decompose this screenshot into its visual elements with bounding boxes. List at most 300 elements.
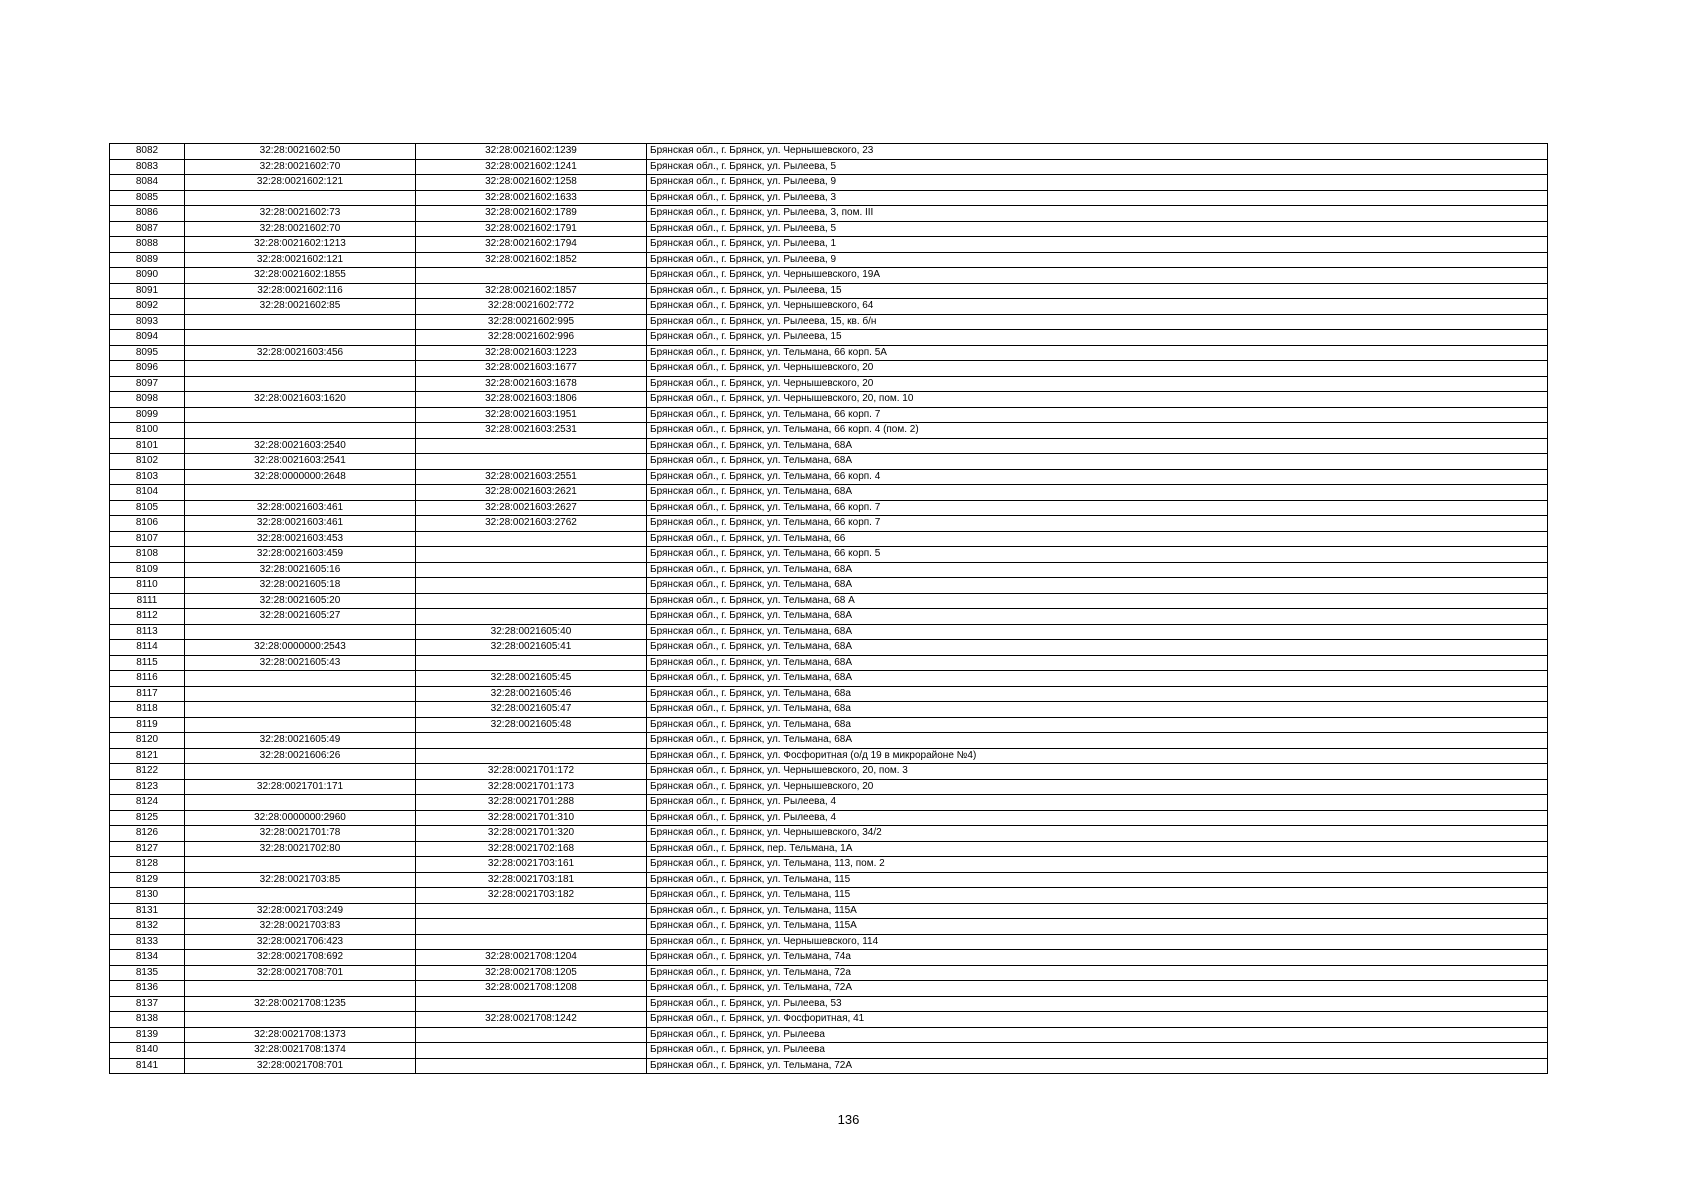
premises-cadastral-number-cell: 32:28:0021703:181 bbox=[416, 872, 647, 888]
premises-cadastral-number-cell: 32:28:0021708:1208 bbox=[416, 981, 647, 997]
table-row bbox=[110, 190, 1548, 206]
premises-cadastral-number-cell: 32:28:0021603:2762 bbox=[416, 516, 647, 532]
premises-cadastral-number-cell: 32:28:0021702:168 bbox=[416, 841, 647, 857]
cadastral-number-cell bbox=[185, 1012, 416, 1028]
row-number-cell: 8093 bbox=[110, 314, 185, 330]
premises-cadastral-number-cell bbox=[416, 934, 647, 950]
row-number-cell: 8137 bbox=[110, 996, 185, 1012]
address-cell: Брянская обл., г. Брянск, ул. Чернышевского, 23 bbox=[647, 144, 1548, 160]
row-number-cell: 8111 bbox=[110, 593, 185, 609]
address-cell: Брянская обл., г. Брянск, ул. Чернышевского, 19А bbox=[647, 268, 1548, 284]
premises-cadastral-number-cell bbox=[416, 547, 647, 563]
cadastral-number-cell bbox=[185, 485, 416, 501]
cadastral-number-cell: 32:28:0021602:1855 bbox=[185, 268, 416, 284]
table-row bbox=[110, 1012, 1548, 1028]
table-row bbox=[110, 159, 1548, 175]
address-cell: Брянская обл., г. Брянск, ул. Тельмана, 115 bbox=[647, 872, 1548, 888]
premises-cadastral-number-cell bbox=[416, 578, 647, 594]
row-number-cell: 8109 bbox=[110, 562, 185, 578]
row-number-cell: 8115 bbox=[110, 655, 185, 671]
cadastral-number-cell bbox=[185, 361, 416, 377]
premises-cadastral-number-cell: 32:28:0021708:1204 bbox=[416, 950, 647, 966]
row-number-cell: 8123 bbox=[110, 779, 185, 795]
row-number-cell: 8096 bbox=[110, 361, 185, 377]
row-number-cell: 8105 bbox=[110, 500, 185, 516]
address-cell: Брянская обл., г. Брянск, ул. Тельмана, 66 корп. 5А bbox=[647, 345, 1548, 361]
premises-cadastral-number-cell: 32:28:0021602:1852 bbox=[416, 252, 647, 268]
premises-cadastral-number-cell: 32:28:0021603:2551 bbox=[416, 469, 647, 485]
address-cell: Брянская обл., г. Брянск, ул. Тельмана, 68 А bbox=[647, 593, 1548, 609]
address-cell: Брянская обл., г. Брянск, ул. Тельмана, 68А bbox=[647, 624, 1548, 640]
premises-cadastral-number-cell bbox=[416, 1043, 647, 1059]
row-number-cell: 8133 bbox=[110, 934, 185, 950]
cadastral-number-cell bbox=[185, 717, 416, 733]
row-number-cell: 8120 bbox=[110, 733, 185, 749]
premises-cadastral-number-cell: 32:28:0021602:1241 bbox=[416, 159, 647, 175]
row-number-cell: 8129 bbox=[110, 872, 185, 888]
cadastral-number-cell: 32:28:0021602:73 bbox=[185, 206, 416, 222]
table-row bbox=[110, 934, 1548, 950]
row-number-cell: 8100 bbox=[110, 423, 185, 439]
premises-cadastral-number-cell bbox=[416, 996, 647, 1012]
address-cell: Брянская обл., г. Брянск, ул. Тельмана, 68а bbox=[647, 717, 1548, 733]
cadastral-number-cell: 32:28:0021605:18 bbox=[185, 578, 416, 594]
table-row bbox=[110, 857, 1548, 873]
row-number-cell: 8122 bbox=[110, 764, 185, 780]
address-cell: Брянская обл., г. Брянск, ул. Рылеева, 15, кв. б/н bbox=[647, 314, 1548, 330]
table-row bbox=[110, 423, 1548, 439]
row-number-cell: 8136 bbox=[110, 981, 185, 997]
row-number-cell: 8114 bbox=[110, 640, 185, 656]
premises-cadastral-number-cell: 32:28:0021603:2621 bbox=[416, 485, 647, 501]
cadastral-number-cell: 32:28:0021702:80 bbox=[185, 841, 416, 857]
address-cell: Брянская обл., г. Брянск, ул. Чернышевского, 64 bbox=[647, 299, 1548, 315]
cadastral-number-cell: 32:28:0021703:83 bbox=[185, 919, 416, 935]
premises-cadastral-number-cell: 32:28:0021602:1633 bbox=[416, 190, 647, 206]
cadastral-number-cell: 32:28:0021703:249 bbox=[185, 903, 416, 919]
cadastral-number-cell: 32:28:0021603:459 bbox=[185, 547, 416, 563]
cadastral-number-cell: 32:28:0021605:43 bbox=[185, 655, 416, 671]
premises-cadastral-number-cell bbox=[416, 748, 647, 764]
premises-cadastral-number-cell: 32:28:0021605:46 bbox=[416, 686, 647, 702]
table-row bbox=[110, 826, 1548, 842]
row-number-cell: 8135 bbox=[110, 965, 185, 981]
premises-cadastral-number-cell: 32:28:0021603:2627 bbox=[416, 500, 647, 516]
table-row bbox=[110, 221, 1548, 237]
address-cell: Брянская обл., г. Брянск, ул. Рылеева bbox=[647, 1043, 1548, 1059]
cadastral-number-cell: 32:28:0021605:27 bbox=[185, 609, 416, 625]
address-cell: Брянская обл., г. Брянск, ул. Рылеева, 3, пом. III bbox=[647, 206, 1548, 222]
premises-cadastral-number-cell bbox=[416, 531, 647, 547]
address-cell: Брянская обл., г. Брянск, ул. Рылеева, 5 bbox=[647, 159, 1548, 175]
table-row bbox=[110, 795, 1548, 811]
premises-cadastral-number-cell bbox=[416, 454, 647, 470]
row-number-cell: 8084 bbox=[110, 175, 185, 191]
cadastral-number-cell: 32:28:0021605:20 bbox=[185, 593, 416, 609]
row-number-cell: 8086 bbox=[110, 206, 185, 222]
cadastral-number-cell: 32:28:0021708:701 bbox=[185, 965, 416, 981]
address-cell: Брянская обл., г. Брянск, ул. Тельмана, 68а bbox=[647, 702, 1548, 718]
cadastral-number-cell bbox=[185, 314, 416, 330]
address-cell: Брянская обл., г. Брянск, ул. Чернышевского, 20, пом. 10 bbox=[647, 392, 1548, 408]
table-row bbox=[110, 547, 1548, 563]
address-cell: Брянская обл., г. Брянск, ул. Рылеева, 15 bbox=[647, 330, 1548, 346]
cadastral-number-cell: 32:28:0021703:85 bbox=[185, 872, 416, 888]
address-cell: Брянская обл., г. Брянск, ул. Рылеева bbox=[647, 1027, 1548, 1043]
cadastral-number-cell bbox=[185, 407, 416, 423]
table-row bbox=[110, 733, 1548, 749]
premises-cadastral-number-cell bbox=[416, 268, 647, 284]
row-number-cell: 8108 bbox=[110, 547, 185, 563]
property-table-body bbox=[110, 144, 1548, 1074]
premises-cadastral-number-cell: 32:28:0021605:40 bbox=[416, 624, 647, 640]
row-number-cell: 8099 bbox=[110, 407, 185, 423]
address-cell: Брянская обл., г. Брянск, ул. Тельмана, 66 корп. 4 (пом. 2) bbox=[647, 423, 1548, 439]
cadastral-number-cell: 32:28:0021602:121 bbox=[185, 252, 416, 268]
address-cell: Брянская обл., г. Брянск, ул. Тельмана, 74а bbox=[647, 950, 1548, 966]
row-number-cell: 8101 bbox=[110, 438, 185, 454]
row-number-cell: 8107 bbox=[110, 531, 185, 547]
premises-cadastral-number-cell: 32:28:0021701:172 bbox=[416, 764, 647, 780]
table-row bbox=[110, 562, 1548, 578]
address-cell: Брянская обл., г. Брянск, ул. Чернышевского, 34/2 bbox=[647, 826, 1548, 842]
address-cell: Брянская обл., г. Брянск, ул. Тельмана, 66 корп. 7 bbox=[647, 516, 1548, 532]
row-number-cell: 8139 bbox=[110, 1027, 185, 1043]
cadastral-number-cell bbox=[185, 764, 416, 780]
cadastral-number-cell bbox=[185, 330, 416, 346]
premises-cadastral-number-cell: 32:28:0021602:1794 bbox=[416, 237, 647, 253]
address-cell: Брянская обл., г. Брянск, ул. Тельмана, 72а bbox=[647, 965, 1548, 981]
cadastral-number-cell bbox=[185, 671, 416, 687]
premises-cadastral-number-cell: 32:28:0021602:1791 bbox=[416, 221, 647, 237]
row-number-cell: 8085 bbox=[110, 190, 185, 206]
premises-cadastral-number-cell: 32:28:0021602:1789 bbox=[416, 206, 647, 222]
cadastral-number-cell: 32:28:0021603:2540 bbox=[185, 438, 416, 454]
cadastral-number-cell bbox=[185, 376, 416, 392]
premises-cadastral-number-cell: 32:28:0021602:1857 bbox=[416, 283, 647, 299]
address-cell: Брянская обл., г. Брянск, ул. Тельмана, 68А bbox=[647, 454, 1548, 470]
row-number-cell: 8134 bbox=[110, 950, 185, 966]
cadastral-number-cell: 32:28:0021701:171 bbox=[185, 779, 416, 795]
table-row bbox=[110, 438, 1548, 454]
cadastral-number-cell: 32:28:0021602:1213 bbox=[185, 237, 416, 253]
table-row bbox=[110, 578, 1548, 594]
cadastral-number-cell: 32:28:0021706:423 bbox=[185, 934, 416, 950]
row-number-cell: 8110 bbox=[110, 578, 185, 594]
table-row bbox=[110, 1043, 1548, 1059]
table-row bbox=[110, 376, 1548, 392]
table-row bbox=[110, 888, 1548, 904]
table-row bbox=[110, 268, 1548, 284]
row-number-cell: 8103 bbox=[110, 469, 185, 485]
table-row bbox=[110, 779, 1548, 795]
row-number-cell: 8126 bbox=[110, 826, 185, 842]
table-row bbox=[110, 237, 1548, 253]
premises-cadastral-number-cell: 32:28:0021602:995 bbox=[416, 314, 647, 330]
table-row bbox=[110, 485, 1548, 501]
table-row bbox=[110, 748, 1548, 764]
row-number-cell: 8088 bbox=[110, 237, 185, 253]
table-row bbox=[110, 283, 1548, 299]
table-row bbox=[110, 717, 1548, 733]
address-cell: Брянская обл., г. Брянск, ул. Тельмана, 68А bbox=[647, 671, 1548, 687]
cadastral-number-cell: 32:28:0021603:453 bbox=[185, 531, 416, 547]
address-cell: Брянская обл., г. Брянск, ул. Фосфоритная, 41 bbox=[647, 1012, 1548, 1028]
row-number-cell: 8091 bbox=[110, 283, 185, 299]
address-cell: Брянская обл., г. Брянск, ул. Тельмана, 68А bbox=[647, 640, 1548, 656]
table-row bbox=[110, 841, 1548, 857]
row-number-cell: 8112 bbox=[110, 609, 185, 625]
cadastral-number-cell: 32:28:0021602:116 bbox=[185, 283, 416, 299]
table-row bbox=[110, 314, 1548, 330]
table-row bbox=[110, 1027, 1548, 1043]
premises-cadastral-number-cell bbox=[416, 1027, 647, 1043]
row-number-cell: 8140 bbox=[110, 1043, 185, 1059]
cadastral-number-cell bbox=[185, 423, 416, 439]
row-number-cell: 8121 bbox=[110, 748, 185, 764]
table-row bbox=[110, 469, 1548, 485]
cadastral-number-cell: 32:28:0021708:1373 bbox=[185, 1027, 416, 1043]
row-number-cell: 8131 bbox=[110, 903, 185, 919]
address-cell: Брянская обл., г. Брянск, ул. Тельмана, 68а bbox=[647, 686, 1548, 702]
address-cell: Брянская обл., г. Брянск, ул. Чернышевского, 20 bbox=[647, 361, 1548, 377]
cadastral-number-cell: 32:28:0021708:1374 bbox=[185, 1043, 416, 1059]
row-number-cell: 8106 bbox=[110, 516, 185, 532]
table-row bbox=[110, 981, 1548, 997]
row-number-cell: 8130 bbox=[110, 888, 185, 904]
cadastral-number-cell bbox=[185, 190, 416, 206]
premises-cadastral-number-cell: 32:28:0021605:45 bbox=[416, 671, 647, 687]
table-row bbox=[110, 903, 1548, 919]
address-cell: Брянская обл., г. Брянск, пер. Тельмана, 1А bbox=[647, 841, 1548, 857]
cadastral-number-cell: 32:28:0021605:49 bbox=[185, 733, 416, 749]
cadastral-number-cell: 32:28:0021603:461 bbox=[185, 500, 416, 516]
row-number-cell: 8098 bbox=[110, 392, 185, 408]
premises-cadastral-number-cell: 32:28:0021602:772 bbox=[416, 299, 647, 315]
table-row bbox=[110, 252, 1548, 268]
table-row bbox=[110, 516, 1548, 532]
premises-cadastral-number-cell bbox=[416, 919, 647, 935]
row-number-cell: 8089 bbox=[110, 252, 185, 268]
table-row bbox=[110, 1058, 1548, 1074]
row-number-cell: 8118 bbox=[110, 702, 185, 718]
cadastral-number-cell: 32:28:0021708:1235 bbox=[185, 996, 416, 1012]
row-number-cell: 8092 bbox=[110, 299, 185, 315]
cadastral-number-cell bbox=[185, 795, 416, 811]
address-cell: Брянская обл., г. Брянск, ул. Чернышевского, 20 bbox=[647, 779, 1548, 795]
row-number-cell: 8090 bbox=[110, 268, 185, 284]
cadastral-number-cell: 32:28:0021603:456 bbox=[185, 345, 416, 361]
table-row bbox=[110, 950, 1548, 966]
address-cell: Брянская обл., г. Брянск, ул. Тельмана, 66 bbox=[647, 531, 1548, 547]
cadastral-number-cell bbox=[185, 888, 416, 904]
row-number-cell: 8097 bbox=[110, 376, 185, 392]
address-cell: Брянская обл., г. Брянск, ул. Фосфоритная (о/д 19 в микрорайоне №4) bbox=[647, 748, 1548, 764]
cadastral-number-cell: 32:28:0021701:78 bbox=[185, 826, 416, 842]
address-cell: Брянская обл., г. Брянск, ул. Рылеева, 1 bbox=[647, 237, 1548, 253]
row-number-cell: 8132 bbox=[110, 919, 185, 935]
address-cell: Брянская обл., г. Брянск, ул. Тельмана, 115А bbox=[647, 903, 1548, 919]
address-cell: Брянская обл., г. Брянск, ул. Тельмана, 68А bbox=[647, 578, 1548, 594]
table-row bbox=[110, 919, 1548, 935]
table-row bbox=[110, 609, 1548, 625]
cadastral-number-cell: 32:28:0021603:461 bbox=[185, 516, 416, 532]
page-number: 136 bbox=[837, 1112, 860, 1127]
address-cell: Брянская обл., г. Брянск, ул. Рылеева, 4 bbox=[647, 795, 1548, 811]
cadastral-number-cell bbox=[185, 981, 416, 997]
table-row bbox=[110, 640, 1548, 656]
premises-cadastral-number-cell: 32:28:0021602:1239 bbox=[416, 144, 647, 160]
table-row bbox=[110, 392, 1548, 408]
address-cell: Брянская обл., г. Брянск, ул. Чернышевского, 20, пом. 3 bbox=[647, 764, 1548, 780]
address-cell: Брянская обл., г. Брянск, ул. Рылеева, 4 bbox=[647, 810, 1548, 826]
cadastral-number-cell: 32:28:0021605:16 bbox=[185, 562, 416, 578]
premises-cadastral-number-cell: 32:28:0021701:320 bbox=[416, 826, 647, 842]
premises-cadastral-number-cell bbox=[416, 1058, 647, 1074]
cadastral-number-cell: 32:28:0000000:2960 bbox=[185, 810, 416, 826]
table-row bbox=[110, 330, 1548, 346]
row-number-cell: 8117 bbox=[110, 686, 185, 702]
address-cell: Брянская обл., г. Брянск, ул. Тельмана, 115 bbox=[647, 888, 1548, 904]
address-cell: Брянская обл., г. Брянск, ул. Тельмана, 68А bbox=[647, 733, 1548, 749]
address-cell: Брянская обл., г. Брянск, ул. Рылеева, 5 bbox=[647, 221, 1548, 237]
row-number-cell: 8116 bbox=[110, 671, 185, 687]
table-row bbox=[110, 624, 1548, 640]
address-cell: Брянская обл., г. Брянск, ул. Тельмана, 66 корп. 7 bbox=[647, 407, 1548, 423]
row-number-cell: 8138 bbox=[110, 1012, 185, 1028]
address-cell: Брянская обл., г. Брянск, ул. Тельмана, 66 корп. 4 bbox=[647, 469, 1548, 485]
premises-cadastral-number-cell: 32:28:0021603:1678 bbox=[416, 376, 647, 392]
table-row bbox=[110, 593, 1548, 609]
address-cell: Брянская обл., г. Брянск, ул. Тельмана, 68А bbox=[647, 609, 1548, 625]
premises-cadastral-number-cell bbox=[416, 593, 647, 609]
premises-cadastral-number-cell: 32:28:0021603:1806 bbox=[416, 392, 647, 408]
address-cell: Брянская обл., г. Брянск, ул. Тельмана, 68А bbox=[647, 562, 1548, 578]
premises-cadastral-number-cell: 32:28:0021603:1677 bbox=[416, 361, 647, 377]
premises-cadastral-number-cell: 32:28:0021605:47 bbox=[416, 702, 647, 718]
table-row bbox=[110, 454, 1548, 470]
table-row bbox=[110, 671, 1548, 687]
row-number-cell: 8124 bbox=[110, 795, 185, 811]
table-row bbox=[110, 361, 1548, 377]
address-cell: Брянская обл., г. Брянск, ул. Рылеева, 9 bbox=[647, 252, 1548, 268]
address-cell: Брянская обл., г. Брянск, ул. Чернышевского, 20 bbox=[647, 376, 1548, 392]
table-row bbox=[110, 702, 1548, 718]
cadastral-number-cell bbox=[185, 702, 416, 718]
cadastral-number-cell: 32:28:0021602:70 bbox=[185, 221, 416, 237]
address-cell: Брянская обл., г. Брянск, ул. Тельмана, 66 корп. 5 bbox=[647, 547, 1548, 563]
address-cell: Брянская обл., г. Брянск, ул. Тельмана, 66 корп. 7 bbox=[647, 500, 1548, 516]
address-cell: Брянская обл., г. Брянск, ул. Тельмана, 72А bbox=[647, 981, 1548, 997]
cadastral-number-cell bbox=[185, 857, 416, 873]
premises-cadastral-number-cell: 32:28:0021605:48 bbox=[416, 717, 647, 733]
table-row bbox=[110, 810, 1548, 826]
address-cell: Брянская обл., г. Брянск, ул. Тельмана, 72А bbox=[647, 1058, 1548, 1074]
row-number-cell: 8094 bbox=[110, 330, 185, 346]
address-cell: Брянская обл., г. Брянск, ул. Тельмана, 68А bbox=[647, 655, 1548, 671]
premises-cadastral-number-cell: 32:28:0021701:310 bbox=[416, 810, 647, 826]
cadastral-number-cell: 32:28:0021602:85 bbox=[185, 299, 416, 315]
premises-cadastral-number-cell bbox=[416, 562, 647, 578]
table-row bbox=[110, 531, 1548, 547]
cadastral-number-cell: 32:28:0021603:1620 bbox=[185, 392, 416, 408]
row-number-cell: 8082 bbox=[110, 144, 185, 160]
address-cell: Брянская обл., г. Брянск, ул. Рылеева, 15 bbox=[647, 283, 1548, 299]
address-cell: Брянская обл., г. Брянск, ул. Тельмана, 115А bbox=[647, 919, 1548, 935]
premises-cadastral-number-cell: 32:28:0021602:996 bbox=[416, 330, 647, 346]
cadastral-number-cell: 32:28:0000000:2648 bbox=[185, 469, 416, 485]
row-number-cell: 8113 bbox=[110, 624, 185, 640]
premises-cadastral-number-cell bbox=[416, 903, 647, 919]
premises-cadastral-number-cell: 32:28:0021602:1258 bbox=[416, 175, 647, 191]
table-row bbox=[110, 345, 1548, 361]
row-number-cell: 8104 bbox=[110, 485, 185, 501]
premises-cadastral-number-cell bbox=[416, 609, 647, 625]
cadastral-number-cell: 32:28:0021602:121 bbox=[185, 175, 416, 191]
row-number-cell: 8095 bbox=[110, 345, 185, 361]
address-cell: Брянская обл., г. Брянск, ул. Тельмана, 68А bbox=[647, 438, 1548, 454]
row-number-cell: 8128 bbox=[110, 857, 185, 873]
premises-cadastral-number-cell bbox=[416, 438, 647, 454]
cadastral-number-cell: 32:28:0021606:26 bbox=[185, 748, 416, 764]
premises-cadastral-number-cell: 32:28:0021703:182 bbox=[416, 888, 647, 904]
address-cell: Брянская обл., г. Брянск, ул. Чернышевского, 114 bbox=[647, 934, 1548, 950]
row-number-cell: 8119 bbox=[110, 717, 185, 733]
row-number-cell: 8083 bbox=[110, 159, 185, 175]
row-number-cell: 8127 bbox=[110, 841, 185, 857]
address-cell: Брянская обл., г. Брянск, ул. Рылеева, 3 bbox=[647, 190, 1548, 206]
address-cell: Брянская обл., г. Брянск, ул. Тельмана, 68А bbox=[647, 485, 1548, 501]
table-row bbox=[110, 872, 1548, 888]
table-row bbox=[110, 965, 1548, 981]
cadastral-number-cell: 32:28:0021602:70 bbox=[185, 159, 416, 175]
cadastral-number-cell bbox=[185, 624, 416, 640]
premises-cadastral-number-cell: 32:28:0021605:41 bbox=[416, 640, 647, 656]
premises-cadastral-number-cell: 32:28:0021603:1951 bbox=[416, 407, 647, 423]
table-row bbox=[110, 144, 1548, 160]
premises-cadastral-number-cell bbox=[416, 733, 647, 749]
address-cell: Брянская обл., г. Брянск, ул. Тельмана, 113, пом. 2 bbox=[647, 857, 1548, 873]
table-row bbox=[110, 686, 1548, 702]
premises-cadastral-number-cell: 32:28:0021603:2531 bbox=[416, 423, 647, 439]
row-number-cell: 8102 bbox=[110, 454, 185, 470]
premises-cadastral-number-cell: 32:28:0021603:1223 bbox=[416, 345, 647, 361]
table-row bbox=[110, 764, 1548, 780]
table-row bbox=[110, 500, 1548, 516]
cadastral-number-cell: 32:28:0021602:50 bbox=[185, 144, 416, 160]
cadastral-number-cell: 32:28:0000000:2543 bbox=[185, 640, 416, 656]
premises-cadastral-number-cell bbox=[416, 655, 647, 671]
table-row bbox=[110, 996, 1548, 1012]
table-row bbox=[110, 206, 1548, 222]
property-table bbox=[109, 143, 1548, 1074]
premises-cadastral-number-cell: 32:28:0021701:173 bbox=[416, 779, 647, 795]
cadastral-number-cell bbox=[185, 686, 416, 702]
row-number-cell: 8087 bbox=[110, 221, 185, 237]
cadastral-number-cell: 32:28:0021708:692 bbox=[185, 950, 416, 966]
table-row bbox=[110, 655, 1548, 671]
table-row bbox=[110, 299, 1548, 315]
premises-cadastral-number-cell: 32:28:0021701:288 bbox=[416, 795, 647, 811]
address-cell: Брянская обл., г. Брянск, ул. Рылеева, 53 bbox=[647, 996, 1548, 1012]
row-number-cell: 8141 bbox=[110, 1058, 185, 1074]
address-cell: Брянская обл., г. Брянск, ул. Рылеева, 9 bbox=[647, 175, 1548, 191]
table-row bbox=[110, 407, 1548, 423]
premises-cadastral-number-cell: 32:28:0021708:1205 bbox=[416, 965, 647, 981]
cadastral-number-cell: 32:28:0021603:2541 bbox=[185, 454, 416, 470]
table-row bbox=[110, 175, 1548, 191]
cadastral-number-cell: 32:28:0021708:701 bbox=[185, 1058, 416, 1074]
